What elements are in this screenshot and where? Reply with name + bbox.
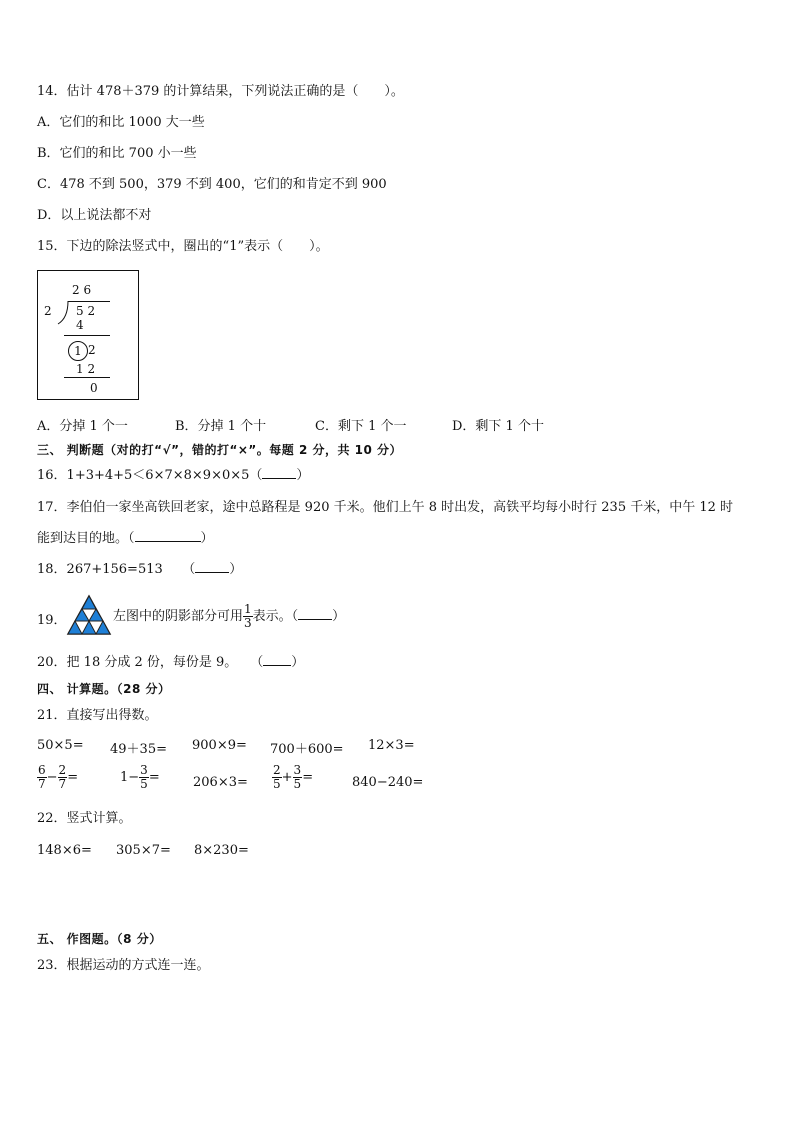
q15-option-b: B．分掉 1 个十 — [175, 419, 267, 434]
numerator: 2 — [58, 763, 67, 777]
numerator: 3 — [293, 763, 302, 777]
q21-expr-7 — [120, 764, 160, 791]
fraction — [37, 764, 47, 791]
division-dividend: 5 2 — [76, 304, 96, 318]
division-line-2 — [64, 377, 110, 378]
triangle-figure — [66, 594, 112, 636]
q17-end: ） — [200, 531, 214, 546]
q17-text: 能到达目的地。（ — [37, 531, 135, 546]
q18-end: ） — [229, 562, 243, 577]
q15-option-c: C．剩下 1 个一 — [315, 419, 407, 434]
numerator: 2 — [273, 763, 281, 777]
q16-end: ） — [296, 468, 310, 483]
division-bracket-top — [68, 301, 110, 302]
q22-expr-1: 148×6= — [37, 843, 92, 858]
fraction — [58, 764, 68, 791]
q18-text: 18．267+156=513 （ — [37, 562, 196, 577]
division-divisor: 2 — [44, 304, 52, 318]
q18-line — [37, 562, 242, 578]
denominator: 5 — [273, 777, 281, 791]
q19-line — [113, 603, 345, 630]
section-5-heading: 五、 作图题。（8 分） — [37, 932, 162, 946]
division-quotient: 2 6 — [72, 283, 92, 297]
division-subtract-2: 1 2 — [76, 362, 96, 376]
q15-option-a: A．分掉 1 个一 — [37, 419, 128, 434]
section-3-heading: 三、 判断题（对的打“√”，错的打“×”。每题 2 分，共 10 分） — [37, 443, 403, 457]
denominator: 5 — [293, 777, 302, 791]
lead-term: 1− — [120, 770, 140, 785]
q23-stem: 23．根据运动的方式连一连。 — [37, 958, 210, 973]
q19-end: ） — [332, 609, 346, 624]
q21-expr-6 — [37, 764, 78, 791]
fraction — [139, 764, 149, 791]
numerator: 6 — [38, 763, 46, 777]
q19-text: 左图中的阴影部分可用 — [113, 609, 244, 624]
q20-answer-blank[interactable] — [263, 665, 291, 666]
q14-option-b: B．它们的和比 700 小一些 — [37, 146, 197, 161]
equals: = — [302, 770, 314, 785]
q19-fraction-denominator: 3 — [244, 616, 252, 630]
q15-option-d: D．剩下 1 个十 — [452, 419, 544, 434]
q21-expr-2: 49＋35= — [110, 742, 167, 757]
q19-fraction-numerator: 1 — [244, 602, 252, 616]
q17-line-2 — [37, 531, 214, 547]
denominator: 5 — [140, 777, 148, 791]
q20-line — [37, 655, 304, 671]
division-line-1 — [64, 335, 110, 336]
q17-answer-blank[interactable] — [135, 541, 201, 542]
denominator: 7 — [58, 777, 67, 791]
division-circled-digit: 1 — [68, 341, 88, 361]
q14-option-a: A．它们的和比 1000 大一些 — [37, 115, 205, 130]
q21-expr-3: 900×9= — [192, 738, 247, 753]
q22-stem: 22．竖式计算。 — [37, 811, 132, 826]
q14-option-d: D．以上说法都不对 — [37, 208, 152, 223]
division-figure — [37, 270, 139, 400]
q21-expr-4: 700＋600= — [270, 742, 344, 757]
operator: − — [46, 770, 58, 785]
q18-answer-blank[interactable] — [195, 572, 229, 573]
q21-expr-5: 12×3= — [368, 738, 415, 753]
equals: = — [148, 770, 160, 785]
q16-text: 16．1+3+4+5＜6×7×8×9×0×5（ — [37, 468, 263, 483]
q16-answer-blank[interactable] — [262, 478, 296, 479]
division-subtract-1: 4 — [76, 318, 84, 332]
q20-text: 20．把 18 分成 2 份，每份是 9。 （ — [37, 655, 264, 670]
fraction — [272, 764, 282, 791]
denominator: 7 — [38, 777, 46, 791]
q21-stem: 21．直接写出得数。 — [37, 708, 158, 723]
q22-expr-2: 305×7= — [116, 843, 171, 858]
q21-expr-10: 840−240= — [352, 775, 424, 790]
q21-expr-8: 206×3= — [193, 775, 248, 790]
q19-text-2: 表示。（ — [252, 609, 299, 624]
q20-end: ） — [291, 655, 305, 670]
q19-fraction — [243, 603, 253, 630]
q21-expr-9 — [272, 764, 313, 791]
q19-answer-blank[interactable] — [298, 619, 332, 620]
q16-line — [37, 468, 309, 484]
q14-stem: 14．估计 478＋379 的计算结果，下列说法正确的是（ ）。 — [37, 84, 404, 99]
q15-stem: 15．下边的除法竖式中，圈出的“1”表示（ ）。 — [37, 239, 329, 254]
fraction — [293, 764, 303, 791]
division-remainder: 0 — [90, 381, 98, 395]
q14-option-c: C．478 不到 500，379 不到 400，它们的和肯定不到 900 — [37, 177, 387, 192]
division-remainder-digit: 2 — [88, 343, 96, 357]
q22-expr-3: 8×230= — [194, 843, 249, 858]
numerator: 3 — [140, 763, 148, 777]
equals: = — [67, 770, 79, 785]
q21-expr-1: 50×5= — [37, 738, 84, 753]
q19-number: 19． — [37, 613, 67, 628]
section-4-heading: 四、 计算题。（28 分） — [37, 682, 171, 696]
q17-line-1: 17．李伯伯一家坐高铁回老家，途中总路程是 920 千米。他们上午 8 时出发，高铁平均每小时行 235 千米，中午 12 时 — [37, 500, 734, 515]
division-bracket-curve — [56, 300, 72, 326]
operator: + — [281, 770, 293, 785]
